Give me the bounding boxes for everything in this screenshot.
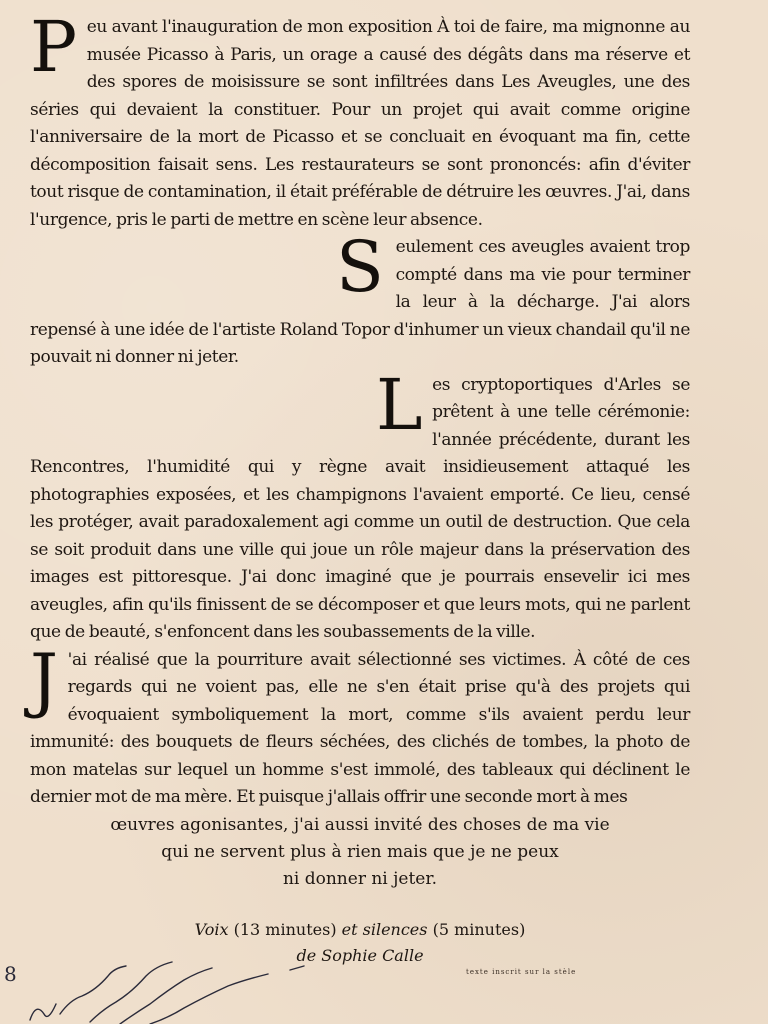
paragraph-2	[30, 226, 690, 372]
small-print: texte inscrit sur la stèle	[466, 968, 577, 976]
drop-cap-p: P	[30, 6, 77, 88]
closing-lines	[30, 812, 690, 893]
credit-title-duration-1: (13 minutes)	[228, 919, 342, 939]
paragraph-2-text: eulement ces aveugles avaient trop compté dans ma vie pour terminer la leur à la décharge. J'ai alors repensé à une idée de l'artiste Roland Topor d'inhumer un vieux chandail qu'il ne pouvait ni donner ni jeter.	[30, 237, 690, 367]
credit-title-silences: et silences	[341, 919, 428, 939]
paragraph-1-text: eu avant l'inauguration de mon exposition À toi de faire, ma mignonne au musée Picasso à Paris, un orage a causé des dégâts dans ma réserve et des spores de moisissure se sont infiltrées dans Les Aveugles, une des séries qui devaient la constituer. Pour un projet qui avait comme origine l'anniversaire de la mort de Picasso et se concluait en évoquant ma fin, cette décomposition faisait sens. Les restaurateurs se sont prononcés: afin d'éviter tout risque de contamination, il était préférable de détruire les œuvres. J'ai, dans l'urgence, pris le parti de mettre en scène leur absence.	[30, 17, 690, 230]
document-page	[30, 6, 690, 969]
paragraph-3	[30, 363, 690, 647]
paragraph-1	[30, 6, 690, 234]
drop-cap-s: S	[336, 226, 384, 308]
credit-author: de Sophie Calle	[296, 945, 424, 965]
paragraph-4-text: 'ai réalisé que la pourriture avait sélectionné ses victimes. À côté de ces regards qui ne voient pas, elle ne s'en était prise qu'à des projets qui évoquaient symboliquement la mort, comme s'ils avaient perdu leur immunité: des bouquets de fleurs séchées, des clichés de tombes, la photo de mon matelas sur lequel un homme s'est immolé, des tableaux qui déclinent le dernier mot de ma mère. Et puisque j'allais offrir une seconde mort à mes	[30, 649, 690, 807]
paragraph-4	[30, 638, 690, 812]
closing-line-2: qui ne servent plus à rien mais que je ne peux	[161, 841, 559, 862]
closing-line-1: œuvres agonisantes, j'ai aussi invité des choses de ma vie	[110, 814, 610, 835]
credit-title-duration-2: (5 minutes)	[427, 919, 526, 939]
closing-line-3: ni donner ni jeter.	[282, 868, 438, 889]
drop-cap-j: J	[30, 638, 58, 721]
credit-title-voix: Voix	[194, 919, 229, 939]
drop-cap-l: L	[376, 363, 423, 446]
handwritten-annotation	[0, 930, 340, 1024]
page-number: 8	[4, 962, 17, 986]
paragraph-3-text: es cryptoportiques d'Arles se prêtent à une telle cérémonie: l'année précédente, durant les Rencontres, l'humidité qui y règne avait insidieusement attaqué les photographies exposées, et les champignons l'avaient emporté. Ce lieu, censé les protéger, avait paradoxalement agi comme un outil de destruction. Que cela se soit produit dans une ville qui joue un rôle majeur dans la préservation des images est pittoresque. J'ai donc imaginé que je pourrais ensevelir ici mes aveugles, afin qu'ils finissent de se décomposer et que leurs mots, qui ne parlent que de beauté, s'enfoncent dans les soubassements de la ville.	[30, 374, 690, 642]
